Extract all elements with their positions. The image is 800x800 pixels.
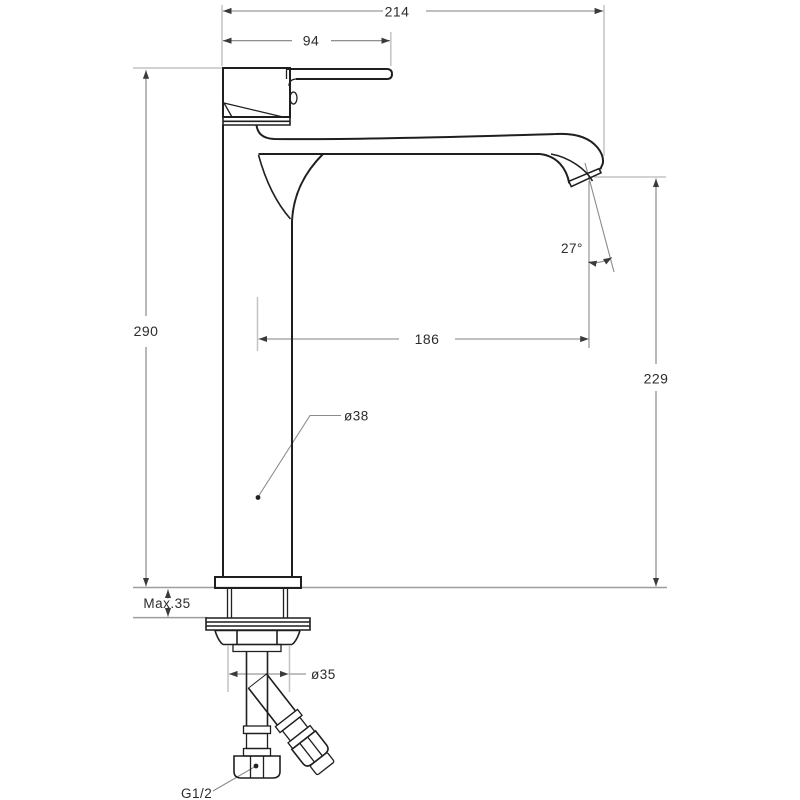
label-spout-height: 229	[643, 370, 669, 387]
leader-o38-dot	[256, 495, 261, 500]
vertical-crimp-body	[247, 734, 268, 749]
diagonal-hose-edges	[248, 674, 295, 725]
mounting-nut	[215, 631, 300, 645]
leader-lines	[213, 416, 341, 792]
label-hole-diameter: ø35	[311, 667, 336, 682]
handle-lever	[286, 69, 392, 79]
body-spout-inner-fillet	[259, 155, 291, 219]
handle-collar	[223, 117, 290, 125]
diagonal-hex-nut	[292, 731, 330, 768]
faucet-body	[215, 68, 603, 588]
label-thread-size: G1/2	[181, 786, 213, 800]
label-body-diameter: ø38	[344, 408, 369, 424]
countertop-lines	[133, 588, 667, 618]
angle-annotation	[585, 163, 614, 348]
handle-cap	[223, 68, 290, 117]
label-max-thickness: Max.35	[143, 596, 191, 611]
leader-g12-dot	[254, 764, 259, 769]
label-handle-width: 94	[302, 32, 320, 49]
diagonal-hose-assembly	[246, 672, 338, 778]
vertical-crimp-flare	[244, 726, 271, 734]
diagonal-crimp-flare	[275, 709, 302, 732]
base-flange	[215, 577, 301, 588]
angle-arc	[588, 258, 612, 263]
label-total-width: 214	[384, 3, 410, 20]
spout-top-edge	[257, 125, 604, 169]
washer-plate	[206, 618, 310, 630]
vertical-crimp-band	[244, 749, 271, 757]
mounting-hardware	[206, 588, 310, 652]
handle-pivot-screw	[290, 92, 297, 104]
mounting-studs	[228, 588, 288, 618]
label-spout-reach: 186	[414, 331, 440, 347]
extension-lines	[133, 5, 666, 692]
leader-o38	[258, 416, 341, 498]
handle-skirt-line-2	[224, 103, 283, 117]
dimension-labels	[134, 4, 669, 800]
mounting-subplate	[233, 645, 281, 652]
body-spout-fillet	[292, 154, 323, 221]
label-body-height: 290	[133, 323, 159, 339]
label-spout-angle: 27°	[561, 241, 583, 256]
